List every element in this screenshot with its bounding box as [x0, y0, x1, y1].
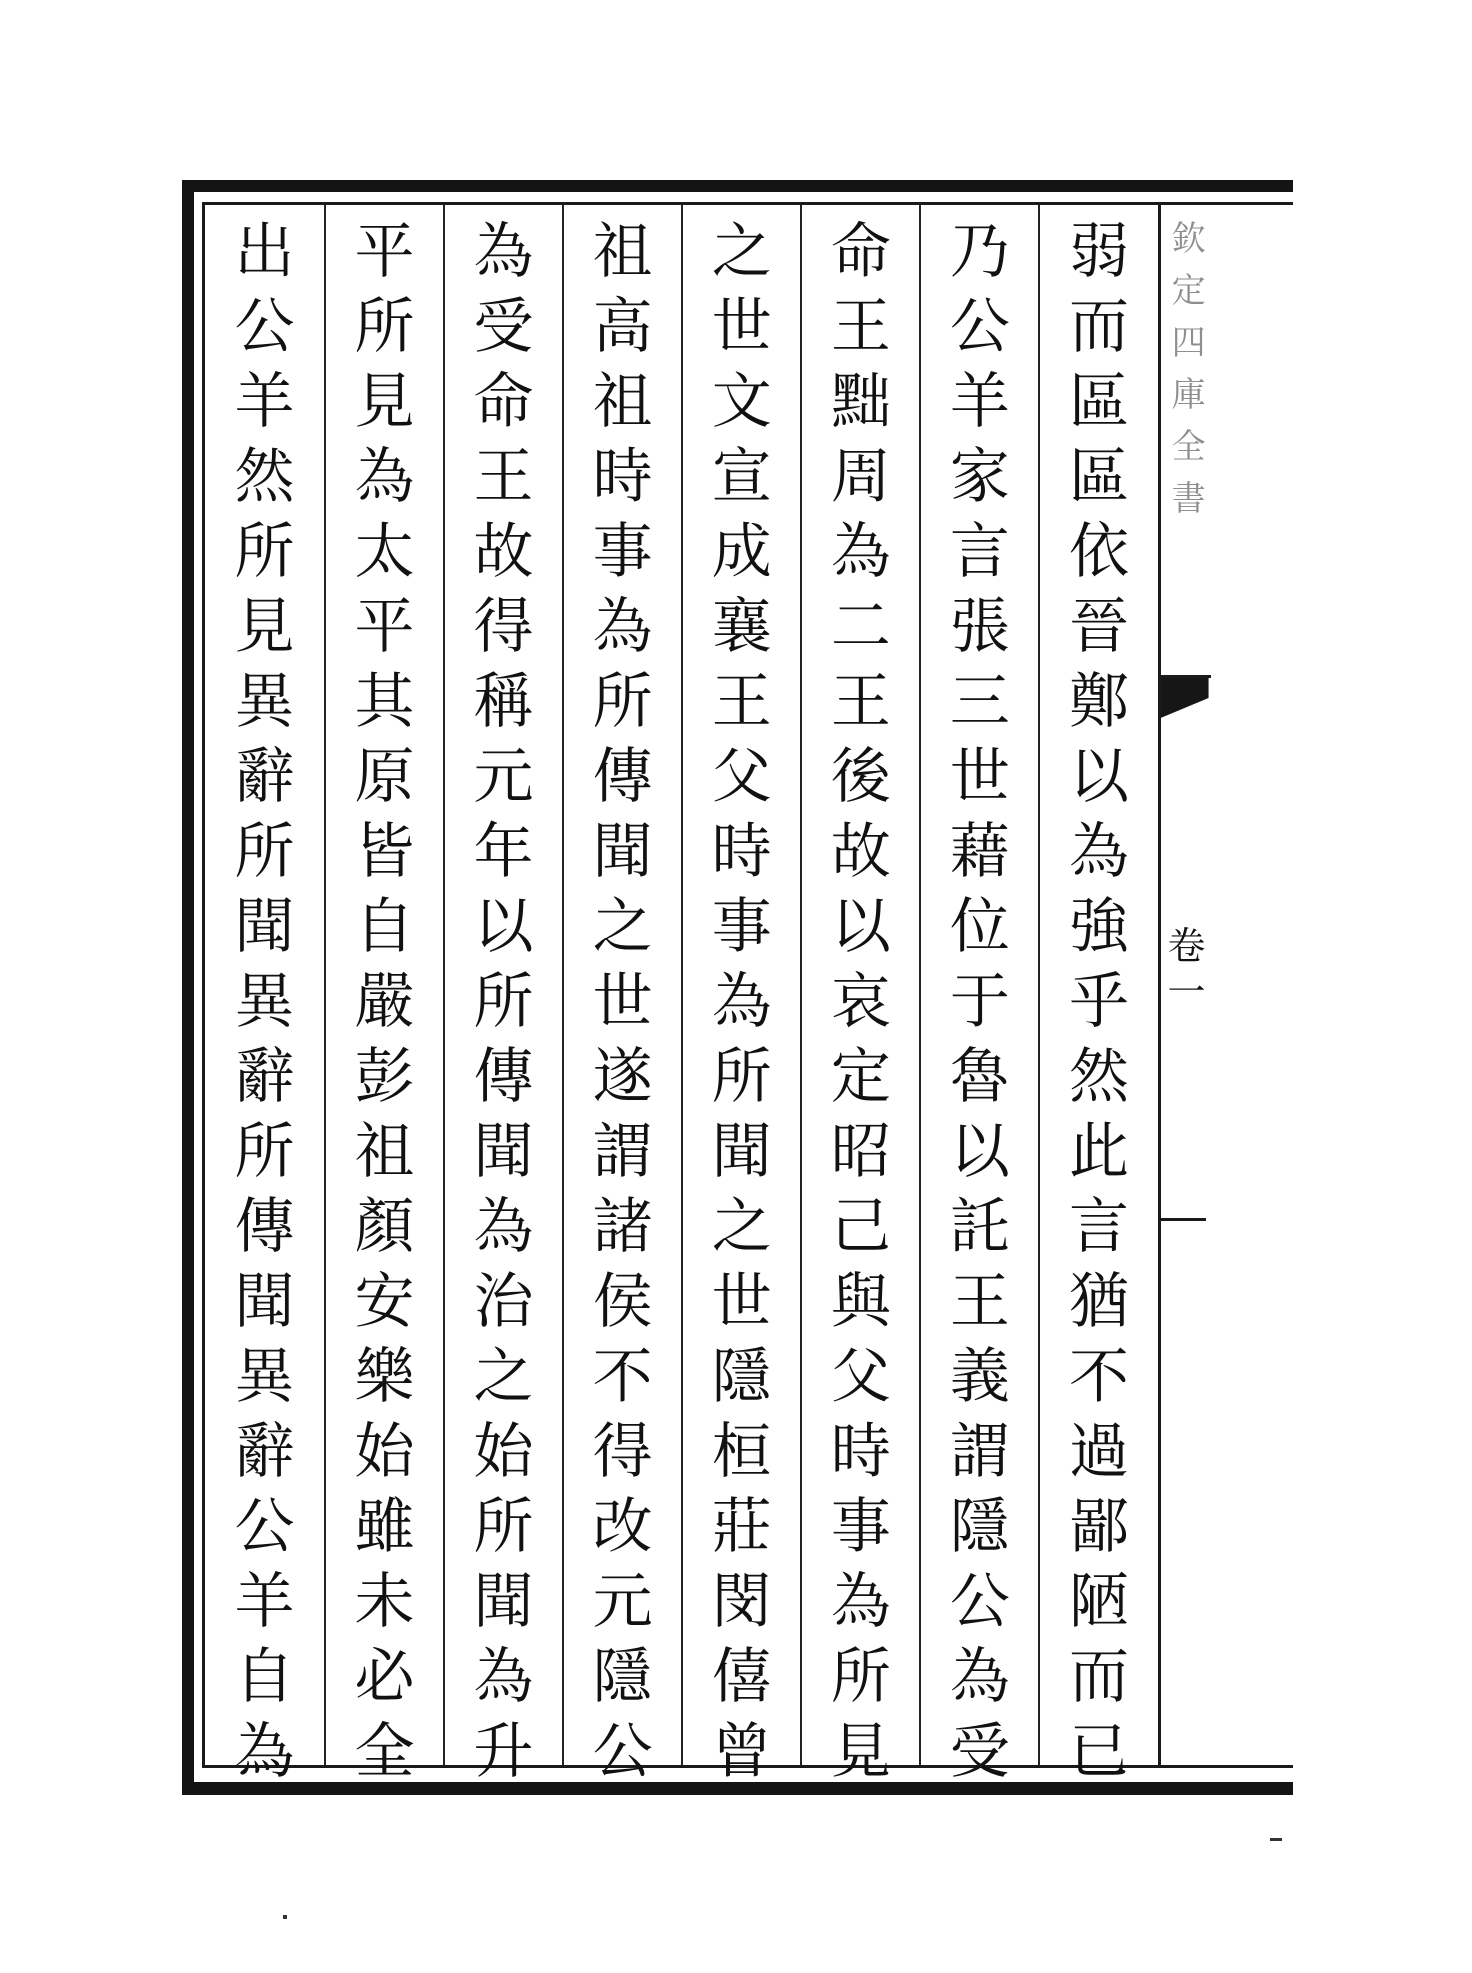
glyph: 此: [1069, 1117, 1130, 1187]
glyph: 異: [234, 667, 295, 737]
glyph: 王: [711, 667, 772, 737]
margin-glyph: 欽: [1171, 219, 1206, 259]
fishtail-mark-icon: [1161, 678, 1209, 718]
glyph: 猶: [1069, 1267, 1130, 1337]
glyph: 襄: [711, 592, 772, 662]
glyph: 王: [830, 292, 891, 362]
glyph: 黜: [830, 367, 891, 437]
glyph: 辭: [234, 742, 295, 812]
glyph: 故: [830, 817, 891, 887]
text-column-8: [205, 205, 324, 1787]
glyph: 所: [234, 1117, 295, 1187]
glyph: 區: [1069, 367, 1130, 437]
glyph: 隱: [592, 1642, 653, 1712]
glyph: 皆: [354, 817, 415, 887]
glyph: 桓: [711, 1417, 772, 1487]
glyph: 文: [711, 367, 772, 437]
glyph: 後: [830, 742, 891, 812]
glyph: 祖: [354, 1117, 415, 1187]
margin-glyph: 庫: [1171, 375, 1206, 415]
glyph: 謂: [592, 1117, 653, 1187]
glyph: 聞: [592, 817, 653, 887]
text-column-3: [800, 205, 919, 1787]
glyph: 王: [949, 1267, 1010, 1337]
glyph: 升: [473, 1717, 534, 1787]
glyph: 得: [592, 1417, 653, 1487]
glyph: 為: [711, 967, 772, 1037]
glyph: 嚴: [354, 967, 415, 1037]
glyph: 晉: [1069, 592, 1130, 662]
glyph: 弱: [1069, 217, 1130, 287]
glyph: 藉: [949, 817, 1010, 887]
text-column-1: [1038, 205, 1157, 1787]
glyph: 區: [1069, 442, 1130, 512]
glyph: 平: [354, 217, 415, 287]
glyph: 平: [354, 592, 415, 662]
glyph: 過: [1069, 1417, 1130, 1487]
glyph: 陋: [1069, 1567, 1130, 1637]
glyph: 為: [354, 442, 415, 512]
glyph: 魯: [949, 1042, 1010, 1112]
glyph: 閔: [711, 1567, 772, 1637]
stray-ink-mark: [1270, 1838, 1282, 1841]
glyph: 見: [830, 1717, 891, 1787]
glyph: 所: [354, 292, 415, 362]
glyph: 必: [354, 1642, 415, 1712]
glyph: 為: [949, 1642, 1010, 1712]
glyph: 樂: [354, 1342, 415, 1412]
glyph: 父: [711, 742, 772, 812]
glyph: 始: [354, 1417, 415, 1487]
glyph: 曾: [711, 1717, 772, 1787]
glyph: 強: [1069, 892, 1130, 962]
glyph: 為: [1069, 817, 1130, 887]
margin-glyph: 全: [1171, 427, 1206, 467]
glyph: 之: [711, 1192, 772, 1262]
glyph: 所: [473, 967, 534, 1037]
glyph: 僖: [711, 1642, 772, 1712]
glyph: 以: [830, 892, 891, 962]
glyph: 家: [949, 442, 1010, 512]
glyph: 不: [592, 1342, 653, 1412]
glyph: 莊: [711, 1492, 772, 1562]
glyph: 年: [473, 817, 534, 887]
glyph: 時: [592, 442, 653, 512]
glyph: 聞: [234, 892, 295, 962]
glyph: 王: [473, 442, 534, 512]
glyph: 異: [234, 1342, 295, 1412]
stray-ink-dot: [283, 1915, 287, 1919]
glyph: 哀: [830, 967, 891, 1037]
glyph: 自: [354, 892, 415, 962]
glyph: 自: [234, 1642, 295, 1712]
glyph: 傳: [592, 742, 653, 812]
glyph: 受: [473, 292, 534, 362]
glyph: 原: [354, 742, 415, 812]
glyph: 王: [830, 667, 891, 737]
glyph: 治: [473, 1267, 534, 1337]
margin-juan-label: [1165, 923, 1209, 1015]
margin-glyph: 卷: [1167, 924, 1206, 968]
glyph: 謂: [949, 1417, 1010, 1487]
glyph: 所: [592, 667, 653, 737]
text-columns: [205, 205, 1293, 1787]
glyph: 為: [473, 217, 534, 287]
glyph: 時: [711, 817, 772, 887]
glyph: 為: [234, 1717, 295, 1787]
margin-glyph: 書: [1171, 479, 1206, 519]
glyph: 為: [592, 592, 653, 662]
glyph: 乎: [1069, 967, 1130, 1037]
glyph: 得: [473, 592, 534, 662]
glyph: 然: [1069, 1042, 1130, 1112]
glyph: 所: [234, 517, 295, 587]
text-column-5: [562, 205, 681, 1787]
glyph: 而: [1069, 292, 1130, 362]
glyph: 以: [949, 1117, 1010, 1187]
glyph: 世: [711, 292, 772, 362]
glyph: 祖: [592, 367, 653, 437]
glyph: 雖: [354, 1492, 415, 1562]
glyph: 公: [234, 1492, 295, 1562]
glyph: 為: [830, 1567, 891, 1637]
glyph: 已: [1069, 1717, 1130, 1787]
glyph: 依: [1069, 517, 1130, 587]
glyph: 與: [830, 1267, 891, 1337]
glyph: 世: [592, 967, 653, 1037]
glyph: 未: [354, 1567, 415, 1637]
fishtail-divider: [1161, 675, 1211, 678]
glyph: 命: [473, 367, 534, 437]
glyph: 時: [830, 1417, 891, 1487]
glyph: 傳: [473, 1042, 534, 1112]
glyph: 羊: [234, 1567, 295, 1637]
glyph: 之: [711, 217, 772, 287]
glyph: 周: [830, 442, 891, 512]
glyph: 遂: [592, 1042, 653, 1112]
glyph: 為: [830, 517, 891, 587]
glyph: 乃: [949, 217, 1010, 287]
glyph: 出: [234, 217, 295, 287]
glyph: 改: [592, 1492, 653, 1562]
glyph: 命: [830, 217, 891, 287]
margin-glyph: 定: [1171, 271, 1206, 311]
glyph: 辭: [234, 1042, 295, 1112]
text-column-4: [681, 205, 800, 1787]
glyph: 己: [830, 1192, 891, 1262]
glyph: 顏: [354, 1192, 415, 1262]
margin-glyph: 四: [1171, 323, 1206, 363]
glyph: 事: [592, 517, 653, 587]
glyph: 太: [354, 517, 415, 587]
glyph: 張: [949, 592, 1010, 662]
glyph: 事: [830, 1492, 891, 1562]
glyph: 全: [354, 1717, 415, 1787]
glyph: 為: [473, 1642, 534, 1712]
glyph: 見: [234, 592, 295, 662]
glyph: 義: [949, 1342, 1010, 1412]
glyph: 而: [1069, 1642, 1130, 1712]
glyph: 世: [711, 1267, 772, 1337]
glyph: 所: [234, 817, 295, 887]
glyph: 言: [1069, 1192, 1130, 1262]
glyph: 公: [949, 292, 1010, 362]
glyph: 安: [354, 1267, 415, 1337]
glyph: 異: [234, 967, 295, 1037]
glyph: 託: [949, 1192, 1010, 1262]
glyph: 聞: [711, 1117, 772, 1187]
glyph: 鄙: [1069, 1492, 1130, 1562]
glyph: 公: [949, 1567, 1010, 1637]
glyph: 二: [830, 592, 891, 662]
margin-strip: [1158, 205, 1293, 1765]
text-column-2: [919, 205, 1038, 1787]
glyph: 不: [1069, 1342, 1130, 1412]
glyph: 所: [830, 1642, 891, 1712]
glyph: 公: [234, 292, 295, 362]
glyph: 定: [830, 1042, 891, 1112]
glyph: 宣: [711, 442, 772, 512]
glyph: 元: [592, 1567, 653, 1637]
glyph: 羊: [949, 367, 1010, 437]
glyph: 聞: [473, 1117, 534, 1187]
glyph: 諸: [592, 1192, 653, 1262]
glyph: 之: [473, 1342, 534, 1412]
glyph: 所: [711, 1042, 772, 1112]
glyph: 所: [473, 1492, 534, 1562]
margin-book-title: [1169, 213, 1209, 525]
glyph: 其: [354, 667, 415, 737]
glyph: 侯: [592, 1267, 653, 1337]
text-column-7: [324, 205, 443, 1787]
glyph: 隱: [949, 1492, 1010, 1562]
glyph: 事: [711, 892, 772, 962]
text-column-6: [443, 205, 562, 1787]
glyph: 鄭: [1069, 667, 1130, 737]
glyph: 稱: [473, 667, 534, 737]
glyph: 傳: [234, 1192, 295, 1262]
glyph: 成: [711, 517, 772, 587]
glyph: 然: [234, 442, 295, 512]
glyph: 以: [473, 892, 534, 962]
glyph: 以: [1069, 742, 1130, 812]
glyph: 彭: [354, 1042, 415, 1112]
glyph: 世: [949, 742, 1010, 812]
glyph: 元: [473, 742, 534, 812]
glyph: 聞: [473, 1567, 534, 1637]
glyph: 祖: [592, 217, 653, 287]
glyph: 聞: [234, 1267, 295, 1337]
glyph: 于: [949, 967, 1010, 1037]
glyph: 三: [949, 667, 1010, 737]
glyph: 公: [592, 1717, 653, 1787]
margin-glyph: 一: [1167, 970, 1206, 1014]
glyph: 位: [949, 892, 1010, 962]
glyph: 隱: [711, 1342, 772, 1412]
glyph: 見: [354, 367, 415, 437]
glyph: 羊: [234, 367, 295, 437]
glyph: 受: [949, 1717, 1010, 1787]
glyph: 始: [473, 1417, 534, 1487]
glyph: 辭: [234, 1417, 295, 1487]
glyph: 言: [949, 517, 1010, 587]
glyph: 故: [473, 517, 534, 587]
glyph: 之: [592, 892, 653, 962]
glyph: 昭: [830, 1117, 891, 1187]
glyph: 父: [830, 1342, 891, 1412]
margin-divider: [1161, 1218, 1206, 1221]
glyph: 為: [473, 1192, 534, 1262]
glyph: 高: [592, 292, 653, 362]
